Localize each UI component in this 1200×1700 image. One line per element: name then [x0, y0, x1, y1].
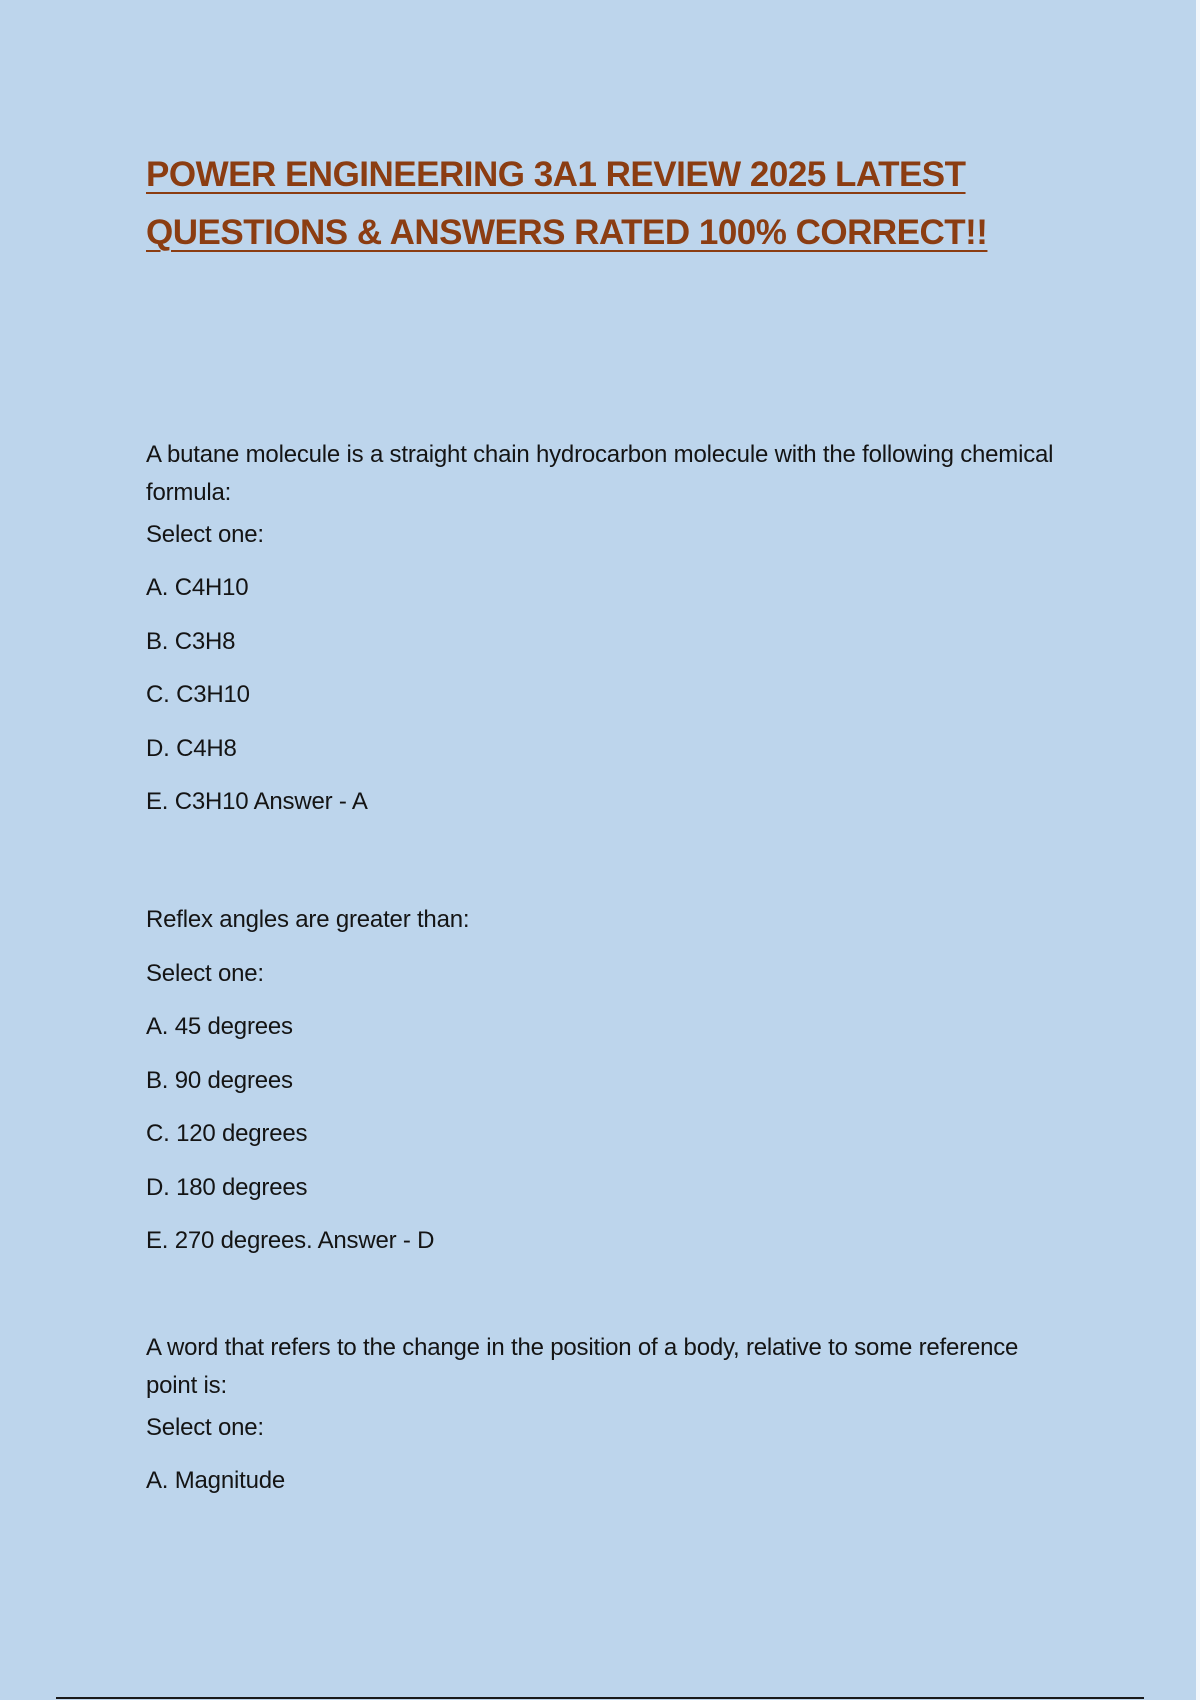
select-one-prompt: Select one: — [146, 521, 264, 548]
answer-option: D. C4H8 — [146, 735, 237, 762]
question-stem: Reflex angles are greater than: — [146, 906, 470, 933]
page-edge — [1196, 0, 1200, 1700]
answer-option-with-answer: E. C3H10 Answer - A — [146, 788, 368, 815]
question-2 — [146, 905, 1066, 1256]
question-3 — [146, 1329, 1066, 1496]
select-one-prompt: Select one: — [146, 960, 264, 987]
question-stem: A word that refers to the change in the position of a body, relative to some reference point is: — [146, 1334, 1019, 1399]
answer-option: C. C3H10 — [146, 681, 250, 708]
answer-option-with-answer: E. 270 degrees. Answer - D — [146, 1227, 435, 1254]
question-1 — [146, 436, 1066, 817]
answer-option: C. 120 degrees — [146, 1120, 308, 1147]
question-stem: A butane molecule is a straight chain hydrocarbon molecule with the following chemical formula: — [146, 441, 1054, 506]
bottom-divider — [56, 1697, 1144, 1699]
title-line-1: POWER ENGINEERING 3A1 REVIEW 2025 LATEST — [146, 155, 966, 194]
select-one-prompt: Select one: — [146, 1414, 264, 1441]
answer-option: B. C3H8 — [146, 628, 236, 655]
answer-option: A. C4H10 — [146, 574, 249, 601]
answer-option: D. 180 degrees — [146, 1174, 308, 1201]
document-title — [146, 146, 1106, 262]
answer-option: B. 90 degrees — [146, 1067, 293, 1094]
title-line-2: QUESTIONS & ANSWERS RATED 100% CORRECT!! — [146, 213, 988, 252]
answer-option: A. 45 degrees — [146, 1013, 293, 1040]
answer-option: A. Magnitude — [146, 1467, 286, 1494]
